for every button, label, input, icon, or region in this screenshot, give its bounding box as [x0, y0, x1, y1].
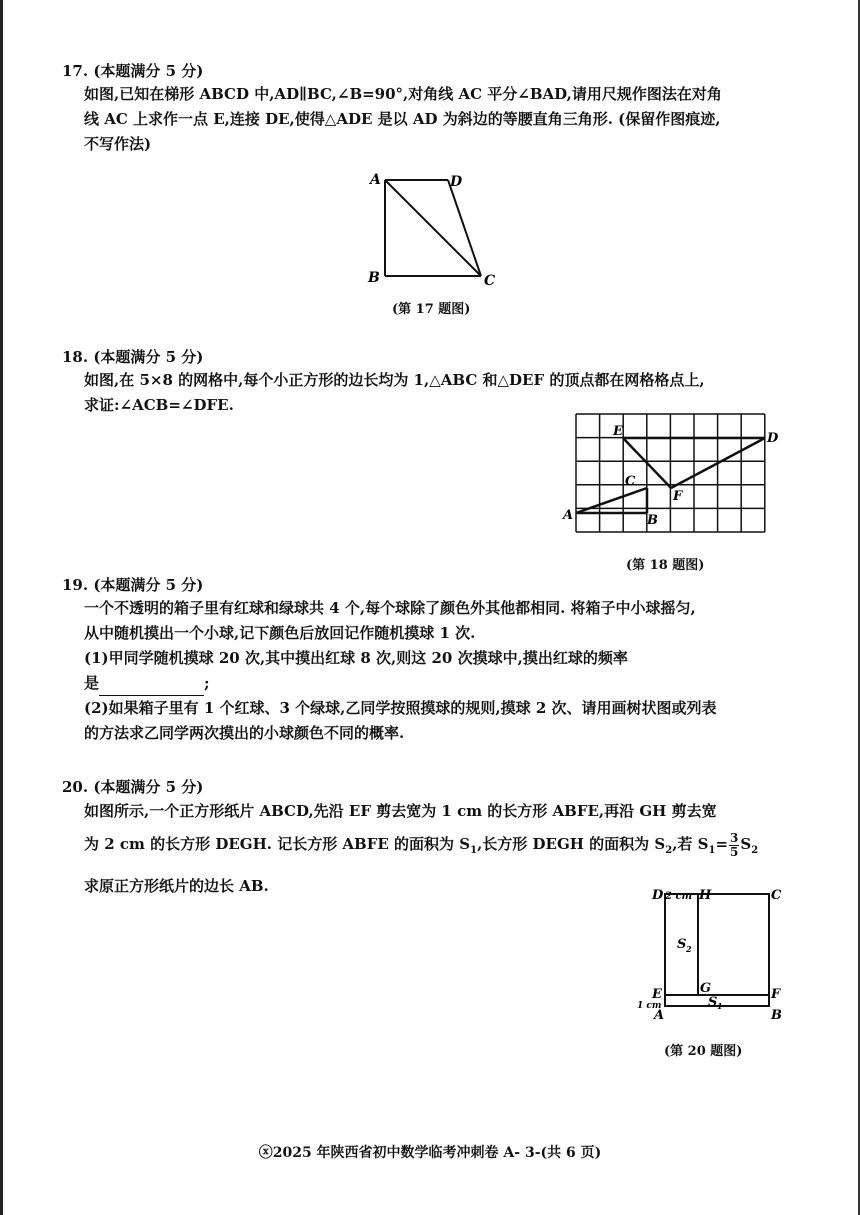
- q18-label-e: E: [613, 424, 623, 439]
- q20-label-s2-sub: 2: [686, 944, 692, 954]
- q20-label-g: G: [700, 981, 712, 996]
- q20-line-2-part-c: ,若 S: [672, 835, 709, 853]
- q17-segment-dc: [448, 180, 481, 276]
- q19-line-4-suffix: ;: [204, 674, 210, 692]
- q20-line-1: 如图所示,一个正方形纸片 ABCD,先沿 EF 剪去宽为 1 cm 的长方形 ABFE,再沿 GH 剪去宽: [84, 802, 717, 820]
- q17-diagonal-ac: [385, 180, 481, 276]
- q19-line-6: 的方法求乙同学两次摸出的小球颜色不同的概率.: [84, 724, 405, 742]
- q20-label-e: E: [652, 987, 662, 1002]
- q20-line-3: 求原正方形纸片的边长 AB.: [84, 877, 269, 895]
- q19-line-3: (1)甲同学随机摸球 20 次,其中摸出红球 8 次,则这 20 次摸球中,摸出红球的频率: [84, 649, 628, 667]
- q20-line-2-part-b: ,长方形 DEGH 的面积为 S: [477, 835, 666, 853]
- q17-label-d: D: [450, 174, 463, 190]
- q18-line-2: 求证:∠ACB=∠DFE.: [84, 396, 234, 414]
- q19-line-4-prefix: 是: [84, 674, 100, 692]
- q18-grid: [576, 414, 765, 532]
- q20-label-d: D: [652, 888, 664, 903]
- q20-caption: (第 20 题图): [664, 1044, 743, 1059]
- q20-header: 20. (本题满分 5 分): [62, 778, 204, 796]
- q18-segment-ac: [576, 488, 647, 513]
- q20-sub-2b: 2: [751, 845, 759, 856]
- q20-label-s2: S: [677, 937, 687, 952]
- q18-label-f: F: [673, 489, 683, 504]
- q20-sub-1a: 1: [470, 845, 478, 856]
- q18-caption: (第 18 题图): [626, 558, 705, 573]
- q20-dim-left: 1 cm: [637, 1001, 662, 1011]
- q17-line-2: 线 AC 上求作一点 E,连接 DE,使得△ADE 是以 AD 为斜边的等腰直角三角形. (保留作图痕迹,: [84, 110, 721, 128]
- q20-figure: [632, 880, 792, 1030]
- q17-line-3: 不写作法): [84, 135, 152, 153]
- q20-label-h: H: [699, 888, 712, 903]
- q19-header: 19. (本题满分 5 分): [62, 576, 204, 594]
- q20-line-2-equals: =: [715, 835, 729, 853]
- q20-sub-2a: 2: [665, 845, 673, 856]
- question-17: [62, 60, 792, 157]
- q19-line-1: 一个不透明的箱子里有红球和绿球共 4 个,每个球除了颜色外其他都相同. 将箱子中小球摇匀,: [84, 599, 696, 617]
- q20-label-s1-sub: 1: [717, 1001, 723, 1011]
- q18-grid-figure: [555, 406, 790, 536]
- q18-line-1: 如图,在 5×8 的网格中,每个小正方形的边长均为 1,△ABC 和△DEF 的顶点都在网格格点上,: [84, 371, 705, 389]
- q20-fraction-numerator: 3: [730, 830, 739, 845]
- q18-label-b: B: [647, 513, 658, 528]
- q17-label-b: B: [368, 270, 380, 286]
- q20-fraction-denominator: 5: [730, 844, 739, 859]
- q17-figure: [360, 168, 510, 288]
- q20-fraction: [729, 832, 739, 859]
- q17-label-c: C: [484, 273, 496, 288]
- q20-label-a: A: [654, 1008, 665, 1023]
- q19-line-2: 从中随机摸出一个小球,记下颜色后放回记作随机摸球 1 次.: [84, 624, 476, 642]
- q20-sub-1b: 1: [708, 845, 716, 856]
- q20-line-2-part-e: S: [740, 835, 752, 853]
- q18-label-c: C: [625, 474, 636, 489]
- q18-label-d: D: [767, 431, 779, 446]
- q20-label-s1: S: [708, 995, 718, 1010]
- q17-line-1: 如图,已知在梯形 ABCD 中,AD∥BC,∠B=90°,对角线 AC 平分∠BAD,请用尺规作图法在对角: [84, 85, 722, 103]
- q20-line-2-part-a: 为 2 cm 的长方形 DEGH. 记长方形 ABFE 的面积为 S: [84, 835, 471, 853]
- q17-header: 17. (本题满分 5 分): [62, 62, 204, 80]
- q20-label-c: C: [771, 888, 782, 903]
- q19-answer-blank: [99, 679, 204, 696]
- page-edge-left: [0, 0, 3, 1215]
- page-footer: ⓧ2025 年陕西省初中数学临考冲刺卷 A- 3-(共 6 页): [258, 1145, 602, 1161]
- q18-label-a: A: [563, 508, 574, 523]
- q18-header: 18. (本题满分 5 分): [62, 348, 204, 366]
- q17-label-a: A: [370, 172, 381, 188]
- q19-line-4: [62, 671, 792, 696]
- q17-caption: (第 17 题图): [392, 302, 471, 317]
- q20-label-b: B: [771, 1008, 782, 1023]
- q20-line-2: [62, 824, 792, 871]
- q20-label-f: F: [771, 987, 781, 1002]
- q19-line-5: (2)如果箱子里有 1 个红球、3 个绿球,乙同学按照摸球的规则,摸球 2 次、请用画树状图或列表: [84, 699, 717, 717]
- q20-dim-top: 2 cm: [665, 891, 693, 902]
- question-19: [62, 574, 792, 746]
